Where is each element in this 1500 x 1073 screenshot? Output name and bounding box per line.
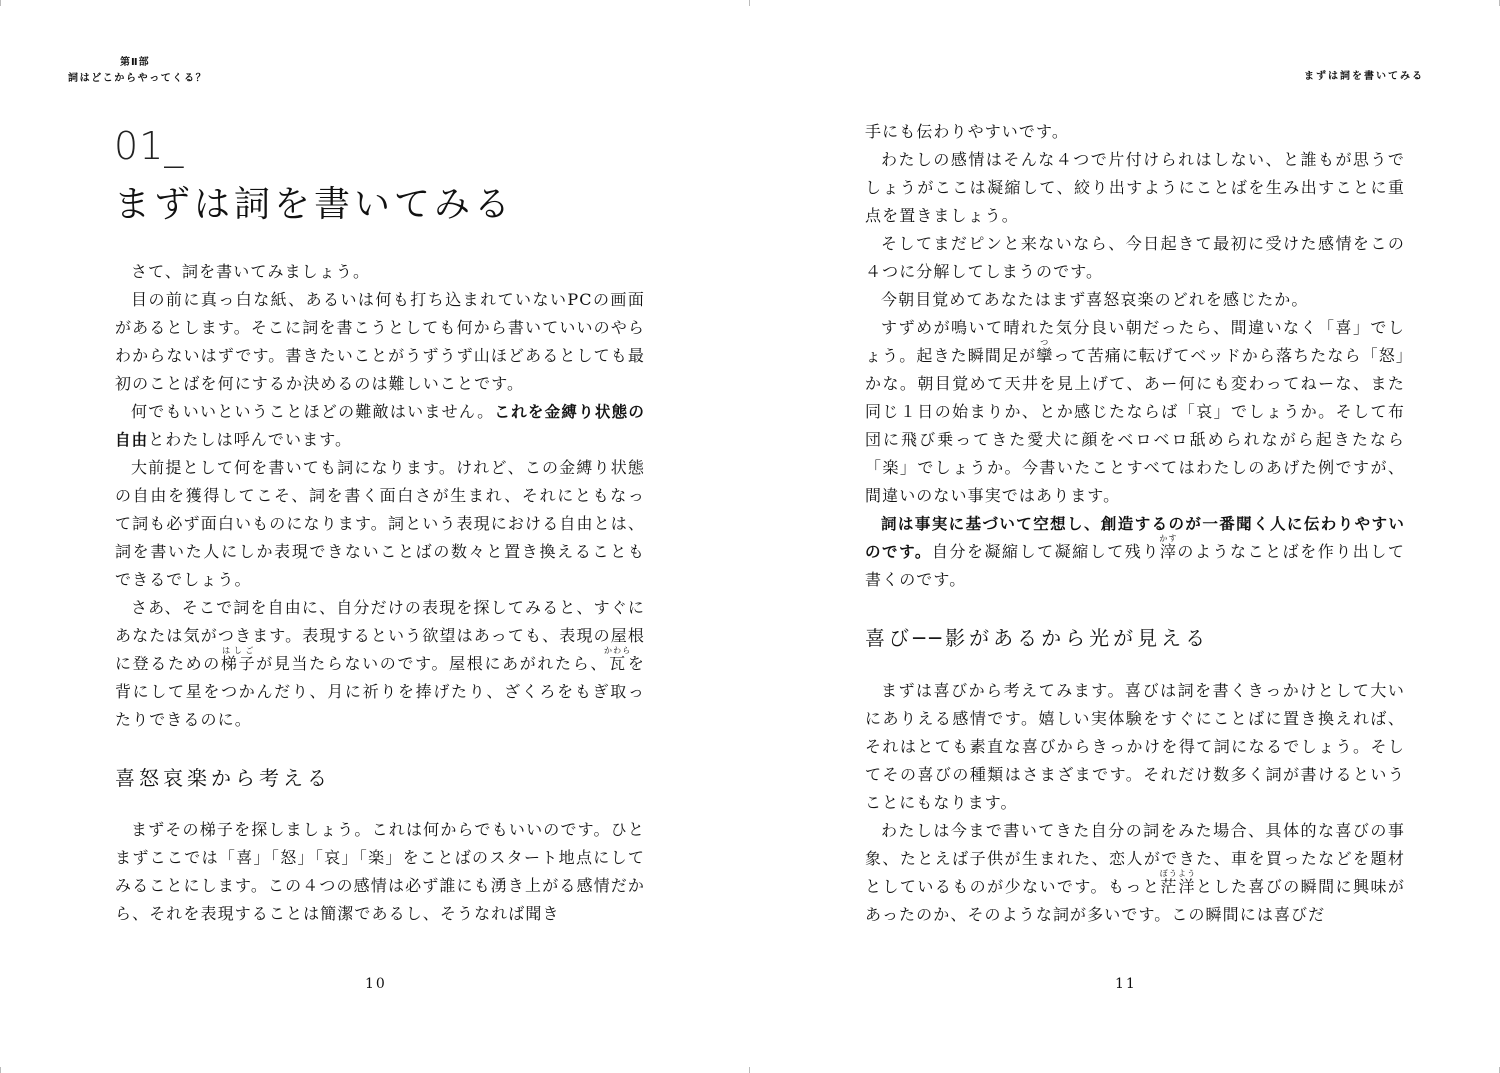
right-body-text	[865, 118, 1405, 594]
paragraph: 手にも伝わりやすいです。	[865, 122, 1069, 141]
paragraph: そしてまだピンと来ないなら、今日起きて最初に受けた感情をこの４つに分解してしまうのです。	[865, 234, 1405, 281]
page-number: 10	[365, 976, 387, 992]
text-run: のようなことばを作り出して書くのです。	[865, 542, 1405, 589]
paragraph	[865, 817, 1405, 929]
paragraph: 大前提として何を書いても詞になります。けれど、この金縛り状態の自由を獲得してこそ、詞を書く面白さが生まれ、それにともなって詞も必ず面白いものになります。詞という表現における自由とは、詞を書いた人にしか表現できないことばの数々と置き換えることもできるでしょう。	[115, 458, 645, 589]
text-run: 自分を凝縮して凝縮して残り	[931, 542, 1160, 561]
paragraph: まずは喜びから考えてみます。喜びは詞を書くきっかけとして大いにありえる感情です。嬉しい実体験をすぐにことばに置き換えれば、それはとても素直な喜びからきっかけを得て詞になるでしょう。そしてその喜びの種類はさまざまです。それだけ数多く詞が書けるということにもなります。	[865, 681, 1405, 812]
text-run: さあ、そこで詞を自由に、自分だけの表現を探してみると、すぐにあなたは気がつきます。表現するという欲望はあっても、表現の屋根に登るための	[115, 598, 645, 673]
text-run: って苦痛に転げてベッドから落ちたなら「怒」かな。朝目覚めて天井を見上げて、あー何にも変わってねーな、また同じ１日の始まりか、とか感じたならば「哀」でしょうか。そして布団に飛び乗ってきた愛犬に顔をベロベロ舐められながら起きたなら「楽」でしょうか。今書いたことすべてはわたしのあげた例ですが、間違いのない事実ではあります。	[865, 346, 1405, 505]
paragraph	[865, 314, 1405, 510]
bold-emphasis: 詞は事実に基づいて空想し、創造するのが一番聞く人に伝わりやすいのです。	[865, 515, 1405, 561]
ruby-word	[604, 646, 632, 673]
page-number: 11	[1115, 976, 1137, 992]
ruby-word	[220, 646, 257, 673]
right-body-text-2	[865, 677, 1405, 929]
section-heading: 喜怒哀楽から考える	[115, 766, 331, 790]
running-header-left	[68, 53, 268, 84]
paragraph: わたしの感情はそんな４つで片付けられはしない、と誰もが思うでしょうがここは凝縮して、絞り出すようにことばを生み出すことに重点を置きましょう。	[865, 150, 1405, 225]
ruby-reading: かわら	[604, 646, 632, 655]
paragraph: 今朝目覚めてあなたはまず喜怒哀楽のどれを感じたか。	[881, 290, 1309, 309]
paragraph: まずその梯子を探しましょう。これは何からでもいいのです。ひとまずここでは「喜」「怒」「哀」「楽」をことばのスタート地点にしてみることにします。この４つの感情は必ず誰にも湧き上がる感情だから、それを表現することは簡潔であるし、そうなれば聞き	[115, 820, 645, 923]
text-run: を背にして星をつかんだり、月に祈りを捧げたり、ざくろをもぎ取ったりできるのに。	[115, 654, 645, 729]
chapter-title: まずは詞を書いてみる	[114, 184, 515, 225]
text-run: とした喜びの瞬間に興味があったのか、そのような詞が多いです。この瞬間には喜びだ	[865, 877, 1406, 924]
ruby-word	[1036, 338, 1054, 365]
running-header-right: まずは詞を書いてみる	[1304, 71, 1424, 82]
ruby-word	[1159, 869, 1197, 896]
section-heading: 喜び──影があるから光が見える	[865, 626, 1210, 650]
ruby-word	[1159, 534, 1178, 561]
ruby-reading: ぼうよう	[1159, 869, 1197, 878]
text-run: 何でもいいということほどの難敵はいません。	[131, 402, 495, 421]
ruby-base: 茫洋	[1159, 877, 1197, 896]
paragraph	[115, 594, 645, 734]
paragraph	[865, 510, 1405, 594]
ruby-base: 攣	[1036, 346, 1054, 365]
text-run: とわたしは呼んでいます。	[148, 430, 353, 449]
text-run: わたしは今まで書いてきた自分の詞をみた場合、具体的な喜びの事象、たとえば子供が生まれた、恋人ができた、車を買ったなどを題材としているものが少ないです。もっと	[865, 821, 1405, 896]
left-body-text-2	[115, 816, 645, 928]
ruby-base: 梯子	[220, 654, 257, 673]
left-body-text	[115, 258, 645, 734]
part-number: 第Ⅱ部	[120, 57, 150, 68]
ruby-reading: かす	[1159, 534, 1178, 543]
paragraph: さて、詞を書いてみましょう。	[131, 262, 371, 281]
part-title: 詞はどこからやってくる？	[68, 73, 208, 84]
paragraph: 目の前に真っ白な紙、あるいは何も打ち込まれていないPCの画面があるとします。そこに詞を書こうとしても何から書いていいのやらわからないはずです。書きたいことがうずうず山ほどあるとしても最初のことばを何にするか決めるのは難しいことです。	[115, 290, 645, 393]
ruby-reading: はしご	[220, 646, 256, 655]
ruby-reading: つ	[1036, 338, 1054, 347]
paragraph	[115, 398, 645, 454]
text-run: が見当たらないのです。屋根にあがれたら、	[256, 654, 609, 673]
text-run: すずめが鳴いて晴れた気分良い朝だったら、間違いなく「喜」でしょう。起きた瞬間足が	[865, 318, 1405, 365]
ruby-base: 滓	[1159, 542, 1178, 561]
chapter-number: 01_	[114, 124, 185, 168]
ruby-base: 瓦	[604, 654, 632, 673]
bold-emphasis: これを金縛り状態の自由	[115, 403, 645, 449]
